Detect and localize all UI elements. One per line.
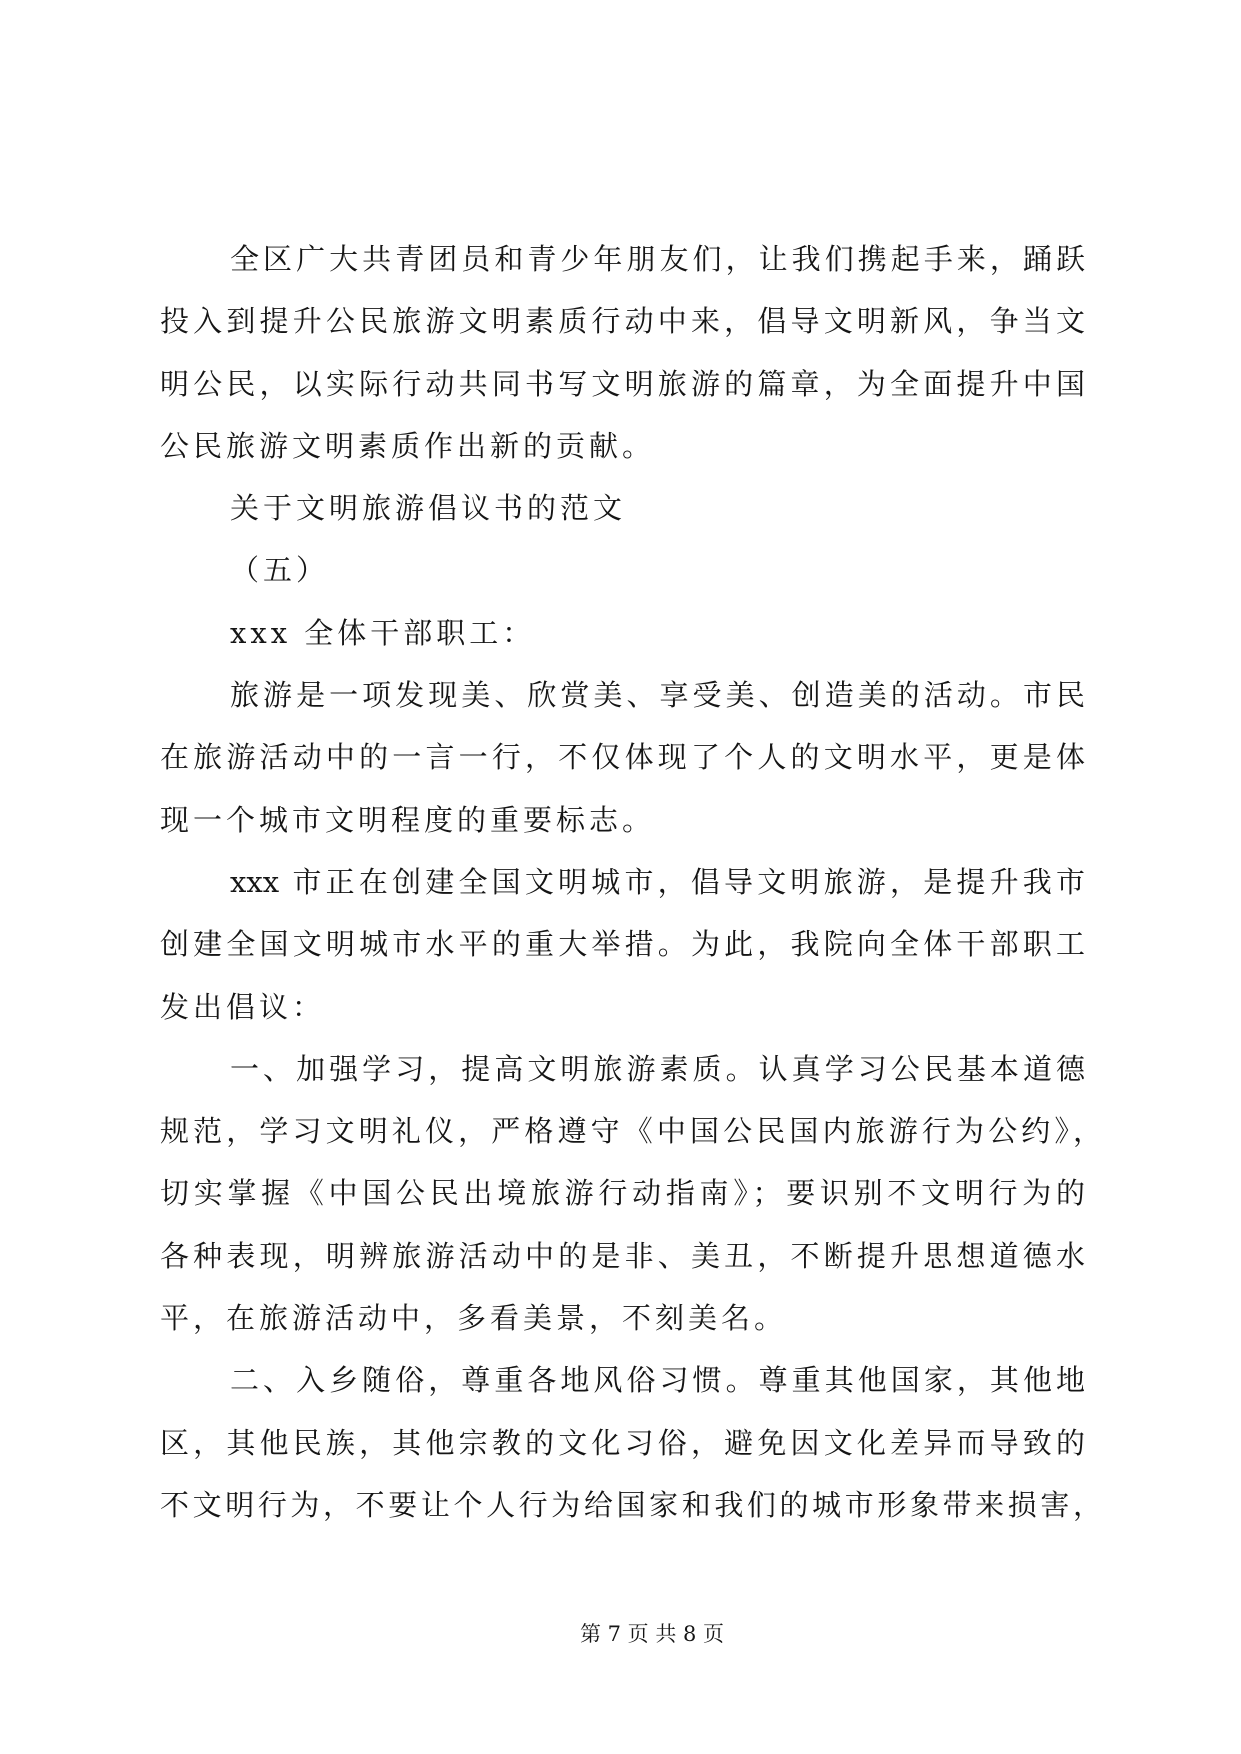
text-line: 发出倡议：	[160, 989, 326, 1024]
paragraph-section-number	[160, 539, 1105, 601]
document-body	[160, 228, 1105, 1536]
salutation: xxx 全体干部职工：	[230, 615, 536, 650]
text-line: 全区广大共青团员和青少年朋友们，让我们携起手来，踊跃	[230, 242, 1085, 276]
text-line: 平，在旅游活动中，多看美景，不刻美名。	[160, 1301, 788, 1336]
paragraph-item-one	[160, 1038, 1105, 1349]
paragraph-section-title	[160, 477, 1105, 539]
section-number: （五）	[230, 553, 330, 588]
page-footer-page-number: 第 7 页 共 8 页	[579, 1622, 725, 1646]
paragraph-city-initiative	[160, 851, 1105, 1038]
text-line: xxx 市正在创建全国文明城市，倡导文明旅游，是提升我市	[230, 864, 1085, 899]
text-line: 明公民，以实际行动共同书写文明旅游的篇章，为全面提升中国	[160, 366, 1085, 401]
paragraph-tourism-intro	[160, 664, 1105, 851]
text-line: 旅游是一项发现美、欣赏美、享受美、创造美的活动。市民	[230, 678, 1085, 713]
text-line: 各种表现，明辨旅游活动中的是非、美丑，不断提升思想道德水	[160, 1238, 1085, 1273]
text-line: 区，其他民族，其他宗教的文化习俗，避免因文化差异而导致的	[160, 1425, 1085, 1460]
text-line: 规范，学习文明礼仪，严格遵守《中国公民国内旅游行为公约》，	[160, 1114, 1102, 1149]
text-line: 创建全国文明城市水平的重大举措。为此，我院向全体干部职工	[160, 927, 1085, 962]
text-line: 不文明行为，不要让个人行为给国家和我们的城市形象带来损害，	[160, 1487, 1102, 1522]
text-line: 现一个城市文明程度的重要标志。	[160, 802, 656, 837]
text-line: 二、入乡随俗，尊重各地风俗习惯。尊重其他国家，其他地	[230, 1363, 1085, 1398]
paragraph-youth-call	[160, 228, 1105, 477]
text-line: 一、加强学习，提高文明旅游素质。认真学习公民基本道德	[230, 1051, 1085, 1086]
paragraph-item-two	[160, 1349, 1105, 1536]
text-line: 公民旅游文明素质作出新的贡献。	[160, 428, 656, 463]
document-subtitle: 关于文明旅游倡议书的范文	[230, 491, 627, 526]
text-line: 切实掌握《中国公民出境旅游行动指南》；要识别不文明行为的	[160, 1176, 1085, 1211]
paragraph-salutation	[160, 602, 1105, 664]
text-line: 投入到提升公民旅游文明素质行动中来，倡导文明新风，争当文	[160, 304, 1085, 339]
text-line: 在旅游活动中的一言一行，不仅体现了个人的文明水平，更是体	[160, 740, 1085, 775]
